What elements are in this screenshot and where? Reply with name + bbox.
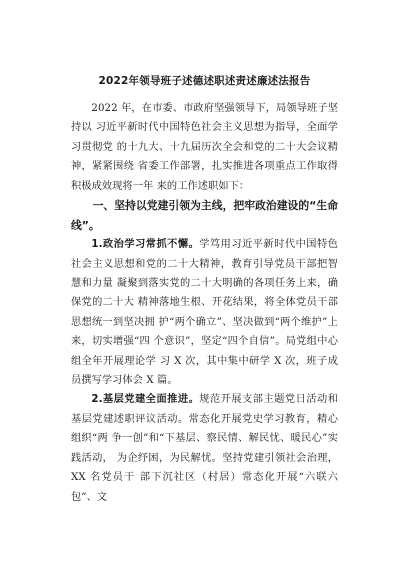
paragraph-party-building: [71, 390, 338, 506]
paragraph-lead-political-study: 1.政治学习常抓不懈。: [91, 239, 200, 251]
paragraph-lead-party-building: 2.基层党建全面推进。: [91, 394, 200, 406]
document-title: 2022年领导班子述德述职述责述廉述法报告: [98, 75, 311, 87]
paragraph-political-study: [71, 235, 338, 390]
section-heading-1: 一、坚持以党建引领为主线，把牢政治建设的“生命线”。: [71, 199, 338, 232]
paragraph-body-political-study: 学笃用习近平新时代中国特色社会主义思想和党的二十大精神，教育引导党员干部把智慧和力量 凝聚到落实党的二十大明确的各项任务上来，确保党的二十大 精神落地生根、开花结果，将全体党员干部思想统一到坚决拥 护“两个确立”、坚决做到“两个维护”上来，切实增强“四 个意识”，坚定“四个自信”。局党组中心组全年开展理论学 习 X 次，其中集中研学 X 次，班子成员撰写学习体会 X 篇。: [71, 239, 338, 387]
intro-paragraph: 2022 年，在市委、市政府坚强领导下，局领导班子坚持以 习近平新时代中国特色社会主义思想为指导，全面学习贯彻党 的十九大、十九届历次全会和党的二十大会议精神，紧紧围绕 省委工作部署，扎实推进各项重点工作取得积极成效现将一年 来的工作述职如下：: [71, 103, 338, 192]
paragraph-body-party-building: 规范开展支部主题党日活动和基层党建述职评议活动。常态化开展党史学习教育，精心组织“两 争一创”和“下基层、察民情、解民忧、暖民心”实践活动， 为企纾困，为民解忧。坚持党建引领社会治理，XX 名党员干 部下沉社区（村居）常态化开展“六联六包”、文: [71, 394, 338, 503]
